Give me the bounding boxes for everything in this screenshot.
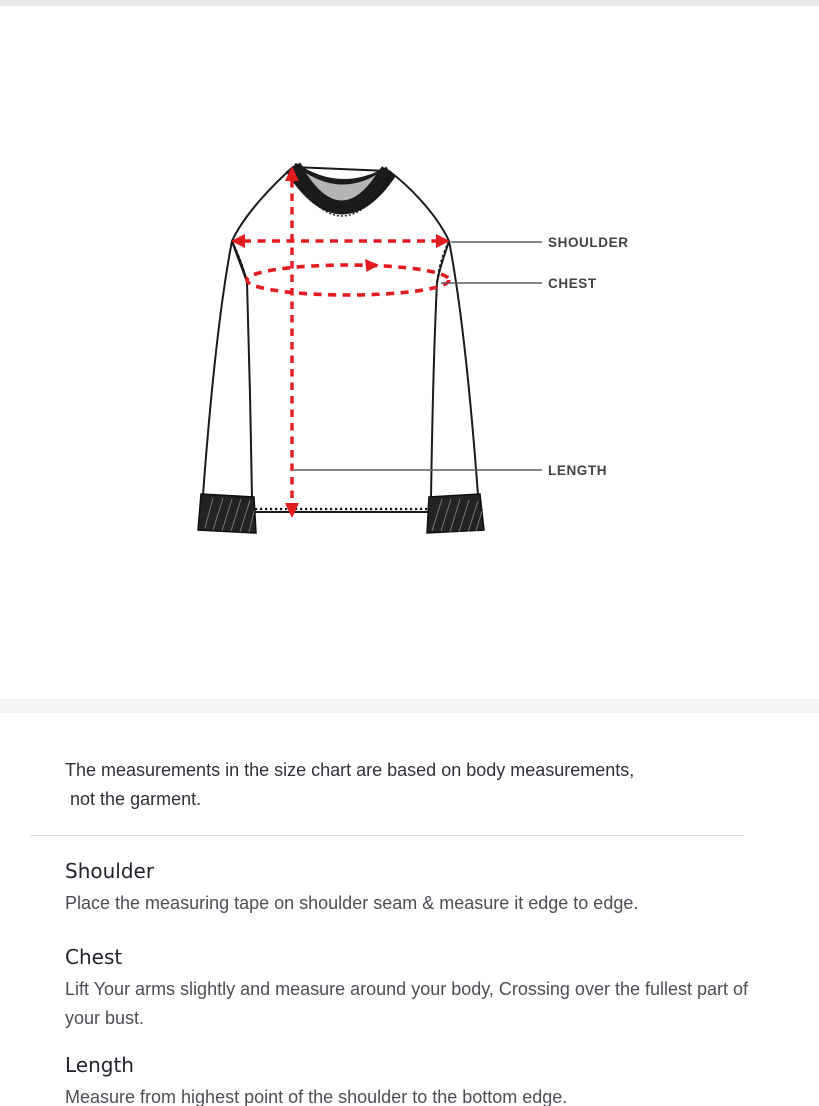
section-divider-band xyxy=(0,699,819,713)
shoulder-section-description: Place the measuring tape on shoulder seam & measure it edge to edge. xyxy=(65,893,639,913)
length-callout-label: LENGTH xyxy=(548,463,608,478)
section-shoulder xyxy=(65,858,770,918)
left-sleeve xyxy=(203,241,252,498)
chest-callout-label: CHEST xyxy=(548,276,597,291)
measurement-note-line2: not the garment. xyxy=(65,788,202,809)
top-divider-strip xyxy=(0,0,819,6)
length-section-description: Measure from highest point of the shoulder to the bottom edge. xyxy=(65,1087,568,1106)
horizontal-rule xyxy=(30,835,744,836)
shoulder-section-title: Shoulder xyxy=(65,859,155,883)
garment-measurement-diagram xyxy=(180,143,640,555)
measurement-note xyxy=(65,756,685,813)
chest-section-description: Lift Your arms slightly and measure around your body, Crossing over the fullest part of your bust. xyxy=(65,979,749,1028)
length-section-title: Length xyxy=(65,1053,134,1077)
shoulder-callout-label: SHOULDER xyxy=(548,235,629,250)
chest-section-title: Chest xyxy=(65,945,123,969)
section-length xyxy=(65,1052,770,1106)
section-chest xyxy=(65,944,770,1032)
garment-sketch-svg xyxy=(180,143,640,555)
garment-body-outline xyxy=(232,167,452,512)
measurement-note-line1: The measurements in the size chart are based on body measurements, xyxy=(65,760,635,780)
